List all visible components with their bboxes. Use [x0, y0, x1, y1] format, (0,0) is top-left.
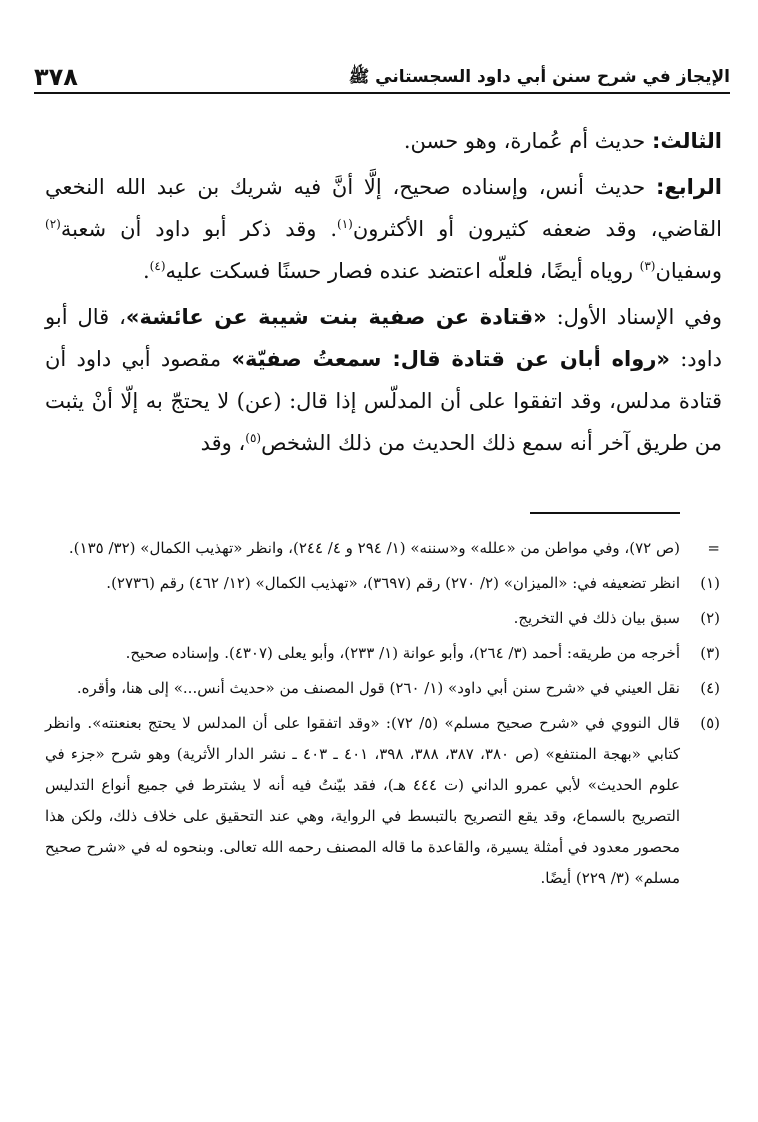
footnote-continued [45, 533, 720, 564]
footnote-mark: (٤) [700, 679, 720, 697]
footnotes [45, 533, 720, 898]
paragraph-fourth [45, 166, 722, 292]
text-third: حديث أم عُمارة، وهو حسن. [403, 129, 652, 153]
footnote-text: سبق بيان ذلك في التخريج. [513, 609, 680, 627]
text-isnad-d: ، وقد [200, 431, 246, 455]
footnote-mark: (٥) [700, 714, 720, 732]
footnote-separator [530, 512, 680, 514]
text-fourth-e: . [142, 259, 150, 283]
page-header [34, 52, 730, 92]
text-fourth-b: . وقد ذكر أبو داود أن شعبة [60, 217, 338, 241]
footnote-text: أخرجه من طريقه: أحمد (٣/ ٢٦٤)، وأبو عوانة (١/ ٢٣٣)، وأبو يعلى (٤٣٠٧). وإسناده صحيح. [125, 644, 680, 662]
running-title: الإيجاز في شرح سنن أبي داود السجستاني ﷺ [348, 67, 730, 87]
lead-third: الثالث: [651, 129, 722, 153]
footnote-ref-3[interactable]: (٣) [639, 259, 656, 273]
page-number: ٣٧٨ [34, 63, 78, 91]
footnote-5 [45, 708, 720, 894]
text-isnad-a: وفي الإسناد الأول: [546, 305, 722, 329]
footnote-text: (ص ٧٢)، وفي مواطن من «علله» و«سننه» (١/ ٢٩٤ و ٤/ ٢٤٤)، وانظر «تهذيب الكمال» (٣٢/ ١٣٥). [68, 539, 680, 557]
footnote-ref-1[interactable]: (١) [337, 217, 353, 231]
footnote-text: نقل العيني في «شرح سنن أبي داود» (١/ ٢٦٠) قول المصنف من «حديث أنس...» إلى هنا، وأقره. [76, 679, 680, 697]
footnote-4 [45, 673, 720, 704]
text-fourth-d: روياه أيضًا، فلعلّه اعتضد عنده فصار حسنًا فسكت عليه [165, 259, 640, 283]
paragraph-third [45, 120, 722, 162]
footnote-mark: = [707, 539, 720, 557]
quote-isnad-b: «رواه أبان عن قتادة قال: سمعتُ صفيّة» [231, 347, 670, 371]
text-fourth-a: حديث أنس، وإسناده صحيح، إلَّا أنَّ فيه شريك بن عبد الله النخعي القاضي، وقد ضعفه كثيرون أو الأكثرون [45, 175, 722, 241]
footnote-ref-5[interactable]: (٥) [245, 431, 262, 445]
quote-isnad-a: «قتادة عن صفية بنت شيبة عن عائشة» [125, 305, 547, 329]
lead-fourth: الرابع: [656, 175, 722, 199]
footnote-mark: (٢) [700, 609, 720, 627]
paragraph-isnad [45, 296, 722, 464]
footnote-3 [45, 638, 720, 669]
footnote-ref-2[interactable]: (٢) [45, 217, 61, 231]
header-rule [34, 92, 730, 94]
main-text [45, 120, 722, 464]
text-fourth-c: وسفيان [655, 259, 722, 283]
footnote-mark: (٣) [700, 644, 720, 662]
text-isnad-c: مقصود أبي داود أن قتادة مدلس، وقد اتفقوا على أن المدلّس إذا قال: (عن) لا يحتجّ به إلّا أنْ يثبت من طريق آخر أنه سمع ذلك الحديث من ذلك الشخص [45, 347, 722, 455]
footnote-mark: (١) [700, 574, 720, 592]
text-isnad-b: ، قال أبو داود: [45, 305, 722, 371]
footnote-text: انظر تضعيفه في: «الميزان» (٢/ ٢٧٠) رقم (٣٦٩٧)، «تهذيب الكمال» (١٢/ ٤٦٢) رقم (٢٧٣٦). [106, 574, 680, 592]
footnote-2 [45, 603, 720, 634]
footnote-text: قال النووي في «شرح صحيح مسلم» (٥/ ٧٢): «وقد اتفقوا على أن المدلس لا يحتج بعنعنته». وانظر كتابي «بهجة المنتفع» (ص ٣٨٠، ٣٨٧، ٣٨٨، ٣٩٨، ٤٠١ ـ ٤٠٣ ـ نشر الدار الأثرية) وهو شرح «جزء في علوم الحديث» لأبي عمرو الداني (ت ٤٤٤ هـ)، فقد بيّنتُ فيه أنه لا يشترط في جميع أنواع التدليس التصريح بالسماع، وقد يقع التصريح بالتبسط في الرواية، وهي عند التحقيق على خلاف ذلك، ولكن هذا محصور معدود في أمثلة يسيرة، والقاعدة ما قاله المصنف رحمه الله تعالى. وبنحوه له في «شرح صحيح مسلم» (٣/ ٢٢٩) أيضًا. [45, 714, 680, 887]
footnote-ref-4[interactable]: (٤) [149, 259, 166, 273]
footnote-1 [45, 568, 720, 599]
